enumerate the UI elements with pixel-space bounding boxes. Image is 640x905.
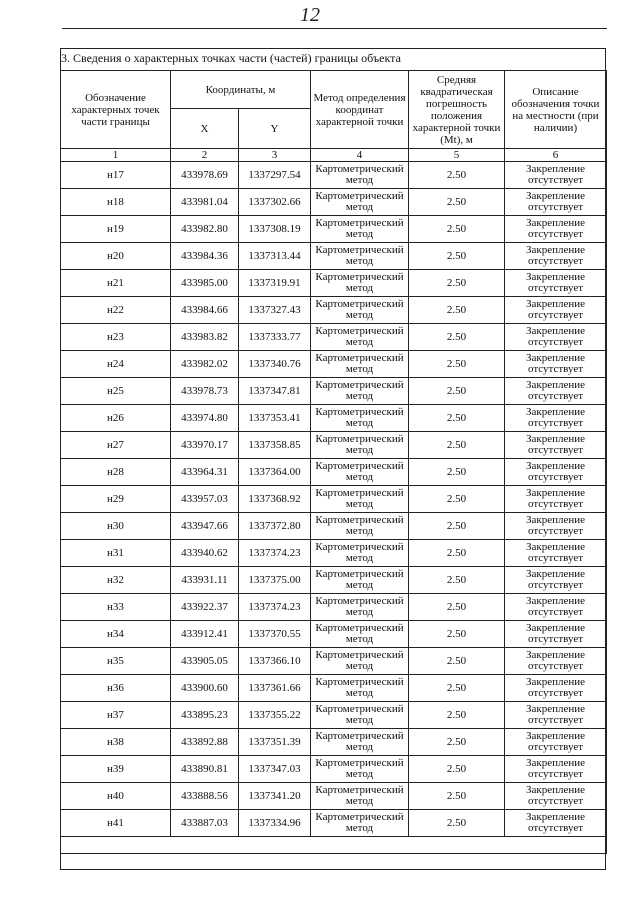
section-title: 3. Сведения о характерных точках части (частей) границы объекта — [61, 51, 401, 65]
error-cell: 2.50 — [409, 432, 505, 459]
y-cell: 1337353.41 — [239, 405, 311, 432]
table-row — [61, 270, 607, 297]
point-cell: н24 — [61, 351, 171, 378]
x-cell: 433887.03 — [171, 810, 239, 837]
column-number: 2 — [171, 149, 239, 162]
method-cell: Картометрический метод — [311, 189, 409, 216]
x-cell: 433912.41 — [171, 621, 239, 648]
table-row — [61, 756, 607, 783]
method-cell: Картометрический метод — [311, 594, 409, 621]
x-cell: 433981.04 — [171, 189, 239, 216]
x-cell: 433982.02 — [171, 351, 239, 378]
point-cell: н35 — [61, 648, 171, 675]
y-cell: 1337364.00 — [239, 459, 311, 486]
error-cell: 2.50 — [409, 378, 505, 405]
description-cell: Закрепление отсутствует — [505, 702, 607, 729]
y-cell: 1337358.85 — [239, 432, 311, 459]
error-cell: 2.50 — [409, 810, 505, 837]
point-cell: н40 — [61, 783, 171, 810]
point-cell: н21 — [61, 270, 171, 297]
x-cell: 433895.23 — [171, 702, 239, 729]
method-cell: Картометрический метод — [311, 351, 409, 378]
method-cell: Картометрический метод — [311, 675, 409, 702]
point-cell: н31 — [61, 540, 171, 567]
coordinates-table — [60, 70, 607, 854]
method-cell: Картометрический метод — [311, 567, 409, 594]
table-row — [61, 216, 607, 243]
page-number: 12 — [300, 4, 320, 26]
point-cell: н32 — [61, 567, 171, 594]
description-cell: Закрепление отсутствует — [505, 729, 607, 756]
description-cell: Закрепление отсутствует — [505, 432, 607, 459]
table-footer-row — [61, 837, 607, 854]
point-cell: н28 — [61, 459, 171, 486]
description-cell: Закрепление отсутствует — [505, 513, 607, 540]
column-number: 4 — [311, 149, 409, 162]
description-cell: Закрепление отсутствует — [505, 783, 607, 810]
method-cell: Картометрический метод — [311, 405, 409, 432]
table-body — [61, 162, 607, 837]
error-cell: 2.50 — [409, 756, 505, 783]
table-row — [61, 324, 607, 351]
x-cell: 433905.05 — [171, 648, 239, 675]
method-cell: Картометрический метод — [311, 756, 409, 783]
header-point-designation: Обозначение характерных точек части границы — [61, 71, 171, 149]
method-cell: Картометрический метод — [311, 270, 409, 297]
x-cell: 433931.11 — [171, 567, 239, 594]
y-cell: 1337374.23 — [239, 594, 311, 621]
table-row — [61, 648, 607, 675]
table-row — [61, 567, 607, 594]
y-cell: 1337370.55 — [239, 621, 311, 648]
error-cell: 2.50 — [409, 324, 505, 351]
error-cell: 2.50 — [409, 702, 505, 729]
x-cell: 433978.73 — [171, 378, 239, 405]
y-cell: 1337319.91 — [239, 270, 311, 297]
table-row — [61, 378, 607, 405]
x-cell: 433957.03 — [171, 486, 239, 513]
description-cell: Закрепление отсутствует — [505, 567, 607, 594]
method-cell: Картометрический метод — [311, 702, 409, 729]
description-cell: Закрепление отсутствует — [505, 810, 607, 837]
method-cell: Картометрический метод — [311, 432, 409, 459]
point-cell: н20 — [61, 243, 171, 270]
method-cell: Картометрический метод — [311, 459, 409, 486]
error-cell: 2.50 — [409, 459, 505, 486]
point-cell: н23 — [61, 324, 171, 351]
description-cell: Закрепление отсутствует — [505, 351, 607, 378]
point-cell: н30 — [61, 513, 171, 540]
x-cell: 433984.66 — [171, 297, 239, 324]
description-cell: Закрепление отсутствует — [505, 270, 607, 297]
error-cell: 2.50 — [409, 243, 505, 270]
error-cell: 2.50 — [409, 675, 505, 702]
x-cell: 433890.81 — [171, 756, 239, 783]
error-cell: 2.50 — [409, 621, 505, 648]
description-cell: Закрепление отсутствует — [505, 243, 607, 270]
description-cell: Закрепление отсутствует — [505, 540, 607, 567]
x-cell: 433982.80 — [171, 216, 239, 243]
method-cell: Картометрический метод — [311, 297, 409, 324]
header-error: Средняя квадратическая погрешность положения характерной точки (Mt), м — [409, 71, 505, 149]
method-cell: Картометрический метод — [311, 378, 409, 405]
table-row — [61, 162, 607, 189]
point-cell: н22 — [61, 297, 171, 324]
table-row — [61, 783, 607, 810]
y-cell: 1337375.00 — [239, 567, 311, 594]
y-cell: 1337361.66 — [239, 675, 311, 702]
table-row — [61, 702, 607, 729]
error-cell: 2.50 — [409, 567, 505, 594]
table-row — [61, 351, 607, 378]
description-cell: Закрепление отсутствует — [505, 459, 607, 486]
header-description: Описание обозначения точки на местности (при наличии) — [505, 71, 607, 149]
x-cell: 433983.82 — [171, 324, 239, 351]
x-cell: 433940.62 — [171, 540, 239, 567]
y-cell: 1337368.92 — [239, 486, 311, 513]
point-cell: н34 — [61, 621, 171, 648]
table-row — [61, 297, 607, 324]
table-row — [61, 486, 607, 513]
y-cell: 1337333.77 — [239, 324, 311, 351]
table-row — [61, 405, 607, 432]
x-cell: 433970.17 — [171, 432, 239, 459]
y-cell: 1337347.03 — [239, 756, 311, 783]
description-cell: Закрепление отсутствует — [505, 486, 607, 513]
error-cell: 2.50 — [409, 594, 505, 621]
point-cell: н37 — [61, 702, 171, 729]
y-cell: 1337374.23 — [239, 540, 311, 567]
y-cell: 1337355.22 — [239, 702, 311, 729]
column-number: 1 — [61, 149, 171, 162]
x-cell: 433974.80 — [171, 405, 239, 432]
point-cell: н26 — [61, 405, 171, 432]
point-cell: н41 — [61, 810, 171, 837]
error-cell: 2.50 — [409, 783, 505, 810]
error-cell: 2.50 — [409, 351, 505, 378]
table-row — [61, 243, 607, 270]
error-cell: 2.50 — [409, 270, 505, 297]
method-cell: Картометрический метод — [311, 540, 409, 567]
y-cell: 1337334.96 — [239, 810, 311, 837]
y-cell: 1337327.43 — [239, 297, 311, 324]
method-cell: Картометрический метод — [311, 621, 409, 648]
description-cell: Закрепление отсутствует — [505, 756, 607, 783]
description-cell: Закрепление отсутствует — [505, 405, 607, 432]
point-cell: н36 — [61, 675, 171, 702]
x-cell: 433984.36 — [171, 243, 239, 270]
error-cell: 2.50 — [409, 486, 505, 513]
top-rule — [62, 28, 607, 29]
y-cell: 1337302.66 — [239, 189, 311, 216]
description-cell: Закрепление отсутствует — [505, 675, 607, 702]
y-cell: 1337340.76 — [239, 351, 311, 378]
description-cell: Закрепление отсутствует — [505, 297, 607, 324]
table-row — [61, 540, 607, 567]
point-cell: н29 — [61, 486, 171, 513]
description-cell: Закрепление отсутствует — [505, 216, 607, 243]
header-coordinates: Координаты, м — [171, 71, 311, 109]
y-cell: 1337347.81 — [239, 378, 311, 405]
error-cell: 2.50 — [409, 162, 505, 189]
column-number-row — [61, 149, 607, 162]
description-cell: Закрепление отсутствует — [505, 621, 607, 648]
point-cell: н18 — [61, 189, 171, 216]
point-cell: н38 — [61, 729, 171, 756]
table-row — [61, 459, 607, 486]
point-cell: н33 — [61, 594, 171, 621]
table-row — [61, 189, 607, 216]
description-cell: Закрепление отсутствует — [505, 324, 607, 351]
y-cell: 1337308.19 — [239, 216, 311, 243]
y-cell: 1337297.54 — [239, 162, 311, 189]
description-cell: Закрепление отсутствует — [505, 378, 607, 405]
x-cell: 433947.66 — [171, 513, 239, 540]
method-cell: Картометрический метод — [311, 324, 409, 351]
table-row — [61, 432, 607, 459]
table-row — [61, 621, 607, 648]
y-cell: 1337341.20 — [239, 783, 311, 810]
error-cell: 2.50 — [409, 189, 505, 216]
x-cell: 433900.60 — [171, 675, 239, 702]
point-cell: н27 — [61, 432, 171, 459]
method-cell: Картометрический метод — [311, 216, 409, 243]
empty-footer-cell — [61, 837, 607, 854]
point-cell: н17 — [61, 162, 171, 189]
table-row — [61, 729, 607, 756]
table-row — [61, 675, 607, 702]
column-number: 3 — [239, 149, 311, 162]
method-cell: Картометрический метод — [311, 810, 409, 837]
error-cell: 2.50 — [409, 648, 505, 675]
x-cell: 433888.56 — [171, 783, 239, 810]
y-cell: 1337366.10 — [239, 648, 311, 675]
y-cell: 1337351.39 — [239, 729, 311, 756]
method-cell: Картометрический метод — [311, 648, 409, 675]
point-cell: н39 — [61, 756, 171, 783]
header-y: Y — [239, 109, 311, 149]
method-cell: Картометрический метод — [311, 729, 409, 756]
column-number: 6 — [505, 149, 607, 162]
x-cell: 433892.88 — [171, 729, 239, 756]
error-cell: 2.50 — [409, 540, 505, 567]
point-cell: н25 — [61, 378, 171, 405]
error-cell: 2.50 — [409, 297, 505, 324]
description-cell: Закрепление отсутствует — [505, 594, 607, 621]
method-cell: Картометрический метод — [311, 162, 409, 189]
error-cell: 2.50 — [409, 216, 505, 243]
description-cell: Закрепление отсутствует — [505, 162, 607, 189]
error-cell: 2.50 — [409, 729, 505, 756]
description-cell: Закрепление отсутствует — [505, 648, 607, 675]
method-cell: Картометрический метод — [311, 243, 409, 270]
header-method: Метод определения координат характерной точки — [311, 71, 409, 149]
column-number: 5 — [409, 149, 505, 162]
y-cell: 1337313.44 — [239, 243, 311, 270]
error-cell: 2.50 — [409, 513, 505, 540]
x-cell: 433985.00 — [171, 270, 239, 297]
table-row — [61, 594, 607, 621]
x-cell: 433964.31 — [171, 459, 239, 486]
table-row — [61, 810, 607, 837]
point-cell: н19 — [61, 216, 171, 243]
header-x: X — [171, 109, 239, 149]
x-cell: 433922.37 — [171, 594, 239, 621]
description-cell: Закрепление отсутствует — [505, 189, 607, 216]
x-cell: 433978.69 — [171, 162, 239, 189]
error-cell: 2.50 — [409, 405, 505, 432]
method-cell: Картометрический метод — [311, 783, 409, 810]
method-cell: Картометрический метод — [311, 513, 409, 540]
y-cell: 1337372.80 — [239, 513, 311, 540]
method-cell: Картометрический метод — [311, 486, 409, 513]
table-row — [61, 513, 607, 540]
